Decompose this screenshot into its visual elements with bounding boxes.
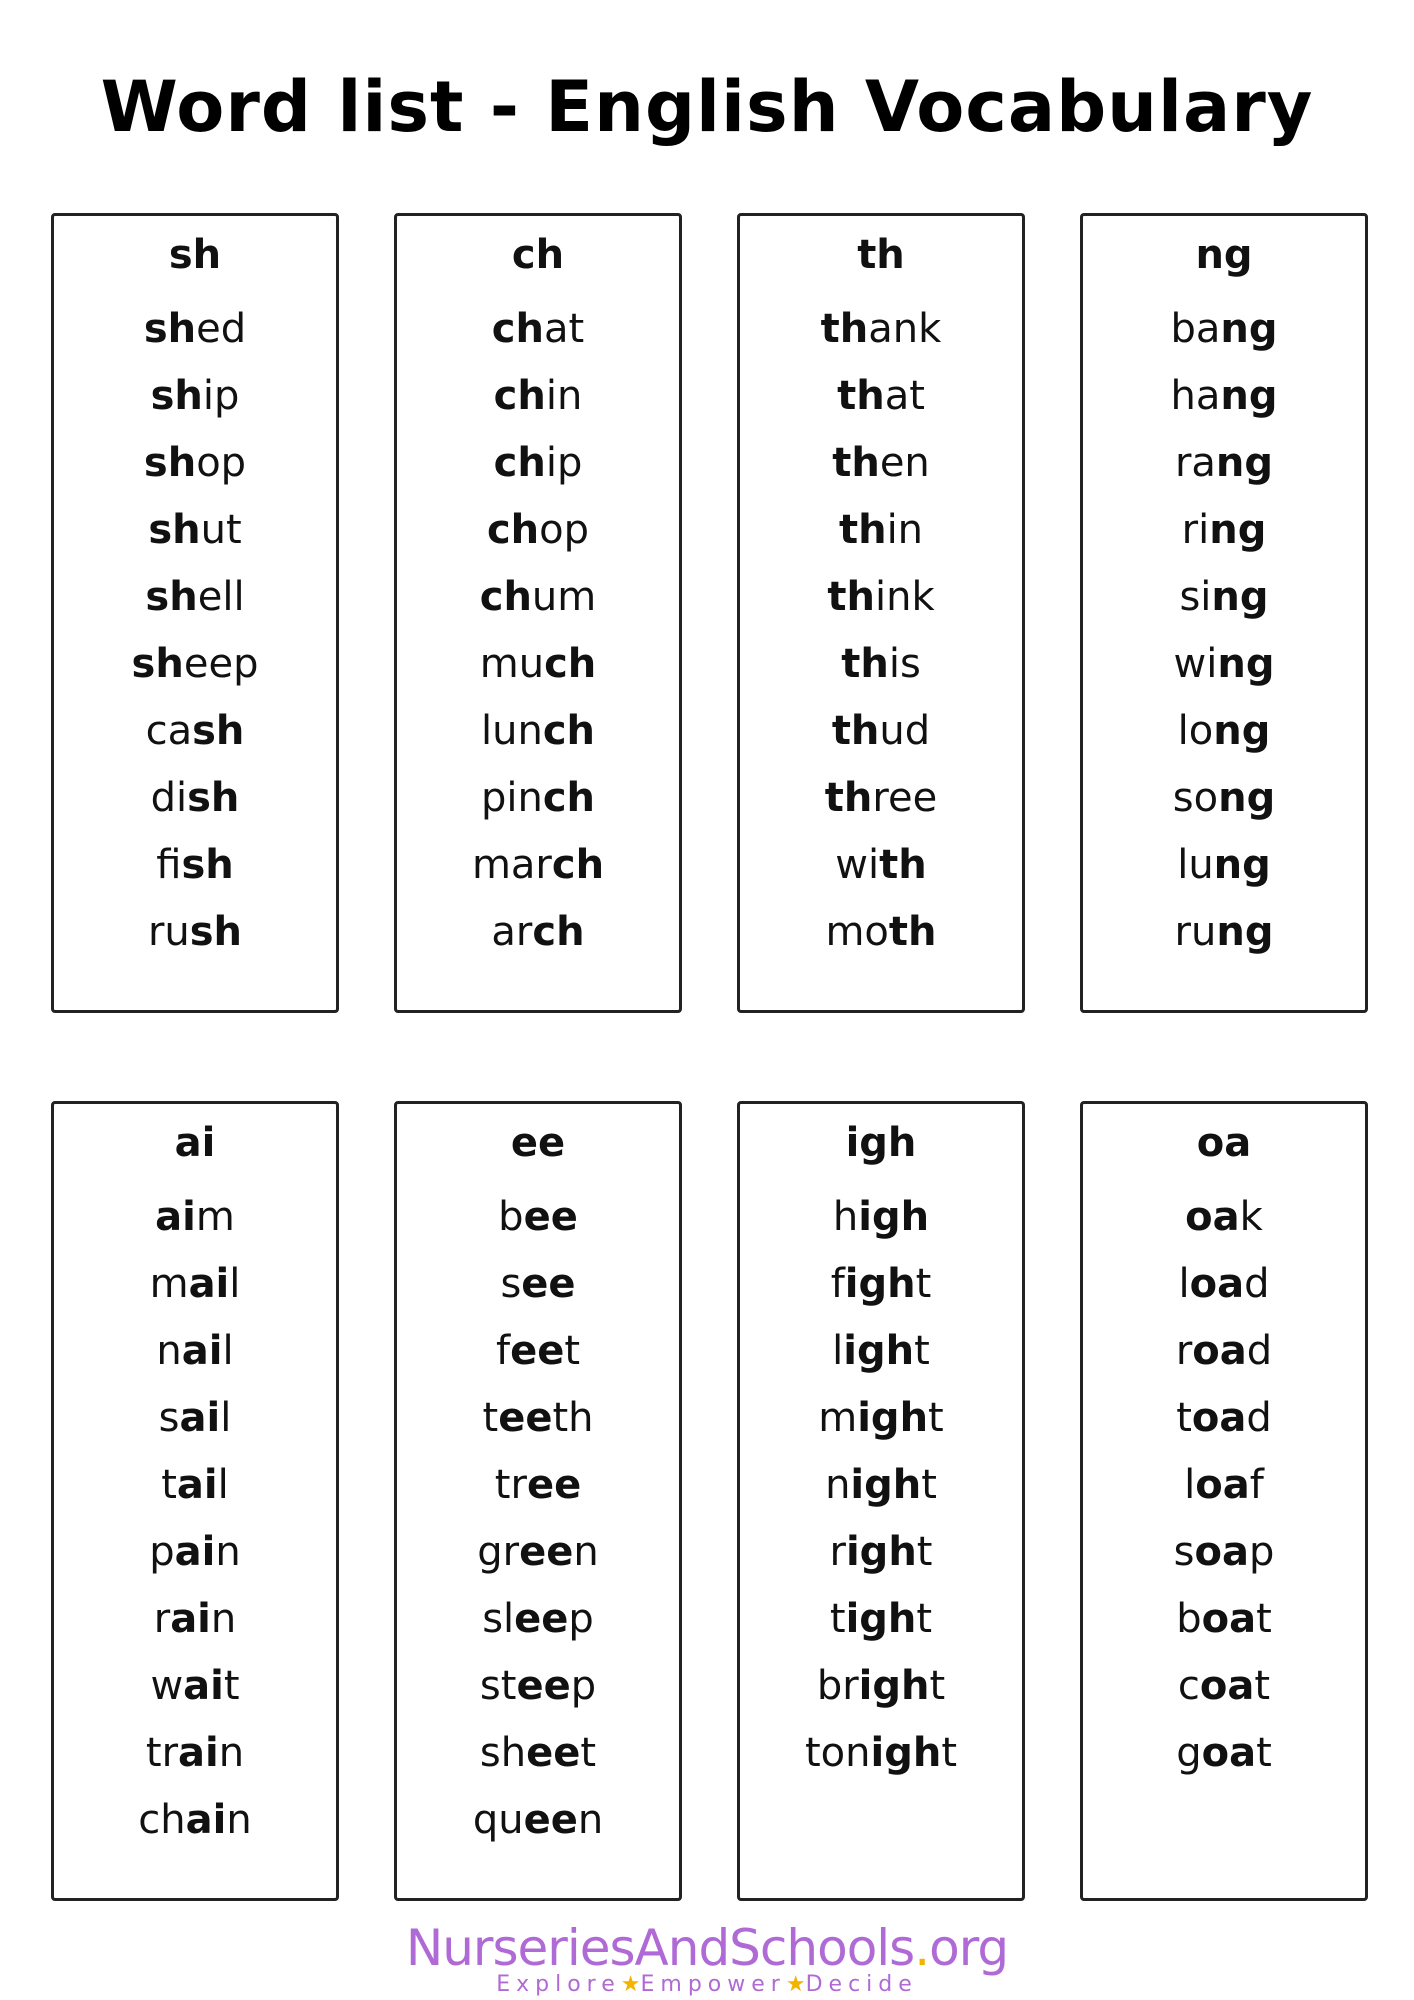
word-item: coat — [1177, 1663, 1271, 1709]
word-item: long — [1177, 708, 1271, 754]
group-heading: igh — [845, 1120, 917, 1166]
word-item: high — [832, 1194, 930, 1240]
word-box-igh — [737, 1101, 1025, 1901]
word-item: oak — [1185, 1194, 1263, 1240]
word-box-oa — [1080, 1101, 1368, 1901]
word-item: chip — [493, 440, 583, 486]
group-heading: ng — [1195, 232, 1253, 278]
word-item: shop — [143, 440, 247, 486]
star-icon: ★ — [620, 1972, 641, 1997]
logo-text-tld: org — [929, 1919, 1009, 1977]
word-list — [397, 1184, 679, 1854]
group-heading: sh — [168, 232, 222, 278]
word-item: queen — [472, 1797, 604, 1843]
group-heading: ch — [511, 232, 565, 278]
word-item: lung — [1177, 842, 1271, 888]
word-box-ch — [394, 213, 682, 1013]
word-item: thin — [838, 507, 924, 553]
word-item: shut — [148, 507, 242, 553]
word-item: march — [471, 842, 605, 888]
word-item: then — [832, 440, 930, 486]
word-item: bang — [1170, 306, 1278, 352]
word-item: tree — [494, 1462, 582, 1508]
group-heading: ee — [510, 1120, 566, 1166]
word-item: pinch — [480, 775, 596, 821]
word-item: tail — [161, 1462, 229, 1508]
word-item: sleep — [482, 1596, 594, 1642]
word-item: three — [824, 775, 938, 821]
word-item: much — [479, 641, 597, 687]
word-item: tonight — [804, 1730, 958, 1776]
word-item: lunch — [480, 708, 595, 754]
word-item: fish — [156, 842, 234, 888]
word-list — [397, 296, 679, 966]
group-heading: ai — [174, 1120, 216, 1166]
word-item: train — [145, 1730, 245, 1776]
word-item: fight — [830, 1261, 932, 1307]
word-item: chin — [493, 373, 583, 419]
word-item: rung — [1174, 909, 1274, 955]
word-item: road — [1175, 1328, 1273, 1374]
tagline-word: Empower — [640, 1972, 786, 1997]
word-item: ship — [150, 373, 240, 419]
word-list — [54, 1184, 336, 1854]
word-item: song — [1172, 775, 1276, 821]
word-list — [740, 296, 1022, 966]
word-item: nail — [156, 1328, 234, 1374]
word-list — [740, 1184, 1022, 1787]
group-heading: th — [857, 232, 905, 278]
word-item: with — [835, 842, 927, 888]
word-item: thud — [831, 708, 931, 754]
word-item: toad — [1176, 1395, 1272, 1441]
word-item: night — [825, 1462, 937, 1508]
word-item: think — [827, 574, 935, 620]
logo-text-main: NurseriesAndSchools — [405, 1919, 915, 1977]
word-item: soap — [1173, 1529, 1275, 1575]
tagline-word: Explore — [496, 1972, 621, 1997]
word-box-ee — [394, 1101, 682, 1901]
word-item: loaf — [1184, 1462, 1264, 1508]
word-item: rain — [153, 1596, 237, 1642]
word-item: light — [832, 1328, 930, 1374]
word-item: ring — [1181, 507, 1267, 553]
word-item: green — [477, 1529, 599, 1575]
word-box-ai — [51, 1101, 339, 1901]
word-box-th — [737, 213, 1025, 1013]
word-item: wing — [1173, 641, 1275, 687]
word-item: arch — [491, 909, 585, 955]
word-item: tight — [829, 1596, 933, 1642]
word-item: rang — [1174, 440, 1274, 486]
word-item: see — [500, 1261, 576, 1307]
word-item: shed — [143, 306, 247, 352]
word-list — [54, 296, 336, 966]
word-item: right — [829, 1529, 933, 1575]
word-item: hang — [1170, 373, 1278, 419]
tagline-word: Decide — [805, 1972, 918, 1997]
site-logo — [0, 1920, 1414, 1976]
word-item: aim — [155, 1194, 235, 1240]
word-box-sh — [51, 213, 339, 1013]
word-item: moth — [825, 909, 937, 955]
word-item: sing — [1179, 574, 1269, 620]
word-item: feet — [495, 1328, 581, 1374]
star-icon: ★ — [785, 1972, 806, 1997]
logo-dot: . — [914, 1919, 930, 1977]
word-item: bright — [816, 1663, 946, 1709]
word-item: teeth — [482, 1395, 594, 1441]
word-item: boat — [1176, 1596, 1272, 1642]
word-item: this — [841, 641, 921, 687]
word-item: mail — [149, 1261, 241, 1307]
word-item: sheet — [479, 1730, 597, 1776]
word-item: steep — [479, 1663, 597, 1709]
word-item: wait — [150, 1663, 240, 1709]
word-item: cash — [145, 708, 245, 754]
word-item: rush — [147, 909, 243, 955]
logo-tagline — [0, 1972, 1414, 1998]
word-item: that — [837, 373, 925, 419]
word-item: sheep — [131, 641, 259, 687]
word-item: pain — [149, 1529, 241, 1575]
word-item: chop — [486, 507, 590, 553]
word-box-ng — [1080, 213, 1368, 1013]
word-item: chat — [491, 306, 585, 352]
word-item: dish — [150, 775, 240, 821]
word-item: chain — [138, 1797, 252, 1843]
word-list — [1083, 296, 1365, 966]
word-item: load — [1178, 1261, 1270, 1307]
word-item: shell — [145, 574, 245, 620]
page-title: Word list - English Vocabulary — [100, 66, 1314, 148]
word-item: might — [818, 1395, 944, 1441]
word-item: goat — [1176, 1730, 1272, 1776]
word-item: sail — [158, 1395, 232, 1441]
group-heading: oa — [1196, 1120, 1252, 1166]
word-item: bee — [498, 1194, 578, 1240]
word-item: thank — [820, 306, 942, 352]
word-item: chum — [479, 574, 597, 620]
word-list — [1083, 1184, 1365, 1787]
